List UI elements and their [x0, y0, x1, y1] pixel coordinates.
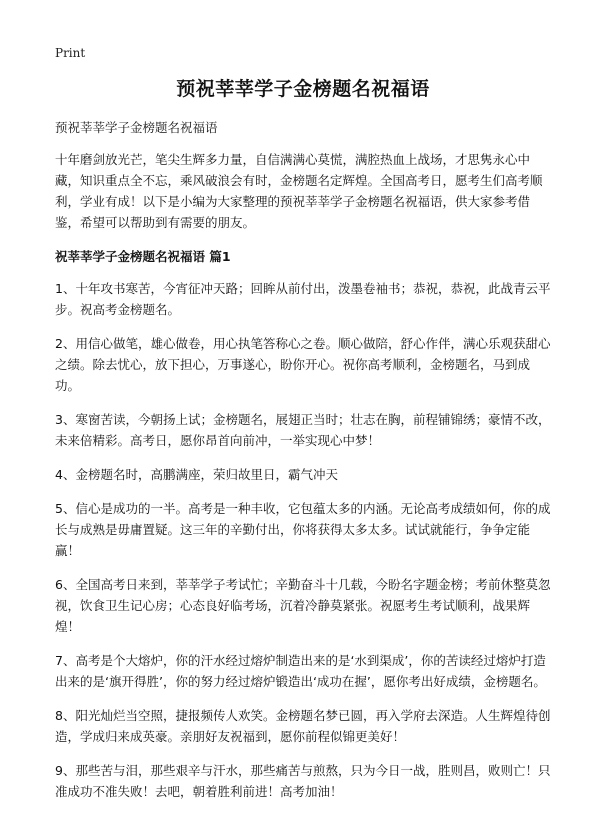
list-item: 3、寒窗苦读，今朝扬上试；金榜题名，展翅正当时；壮志在胸，前程铺锦绣；豪情不改，未来倍精彩。高考日，愿你昂首向前冲，一举实现心中梦！	[55, 412, 551, 448]
list-item: 2、用信心做笔，雄心做卷，用心执笔答称心之卷。顺心做陪，舒心作伴，满心乐观获甜心之绩。除去忧心，放下担心，万事遂心，盼你开心。祝你高考顺利，金榜题名，马到成功。	[55, 336, 551, 393]
intro-paragraph: 十年磨剑放光芒，笔尖生辉多力量，自信满满心莫慌，满腔热血上战场，才思隽永心中藏，知识重点全不忘，乘风破浪会有时，金榜题名定辉煌。全国高考日，愿考生们高考顺利，学业有成！以下是小编为大家整理的预祝莘莘学子金榜题名祝福语，供大家参考借鉴，希望可以帮助到有需要的朋友。	[55, 152, 543, 230]
document-subtitle: 预祝莘莘学子金榜题名祝福语	[55, 120, 218, 135]
print-link[interactable]: Print	[55, 46, 86, 60]
page-title: 预祝莘莘学子金榜题名祝福语	[176, 78, 430, 100]
list-item: 5、信心是成功的一半。高考是一种丰收，它包蕴太多的内涵。无论高考成绩如何，你的成长与成熟是毋庸置疑。这三年的辛勤付出，你将获得太多太多。试试就能行，争争定能赢！	[55, 501, 551, 558]
document-body	[55, 74, 551, 802]
list-item: 8、阳光灿烂当空照，捷报频传人欢笑。金榜题名梦已圆，再入学府去深造。人生辉煌待创造，学成归来成英豪。亲朋好友祝福到，愿你前程似锦更美好！	[55, 708, 551, 744]
list-item: 9、那些苦与泪，那些艰辛与汗水，那些痛苦与煎熬，只为今日一战，胜则昌，败则亡！只准成功不准失败！去吧，朝着胜利前进！高考加油！	[55, 763, 551, 799]
section-heading: 祝莘莘学子金榜题名祝福语 篇1	[55, 249, 231, 264]
list-item: 4、金榜题名时，高鹏满座，荣归故里日，霸气冲天	[55, 467, 338, 482]
list-item: 7、高考是个大熔炉，你的汗水经过熔炉制造出来的是‘水到渠成’，你的苦读经过熔炉打造出来的是‘旗开得胜’，你的努力经过熔炉锻造出‘成功在握’，愿你考出好成绩，金榜题名。	[55, 653, 546, 689]
list-item: 1、十年攻书寒苦，今宵征冲天路；回眸从前付出，泼墨卷袖书；恭祝，恭祝，此战青云平步。祝高考金榜题名。	[55, 281, 551, 317]
list-item: 6、全国高考日来到，莘莘学子考试忙；辛勤奋斗十几载，今盼名字题金榜；考前休整莫忽视，饮食卫生记心房；心态良好临考场，沉着冷静莫紧张。祝愿考生考试顺利，战果辉煌！	[55, 577, 551, 634]
